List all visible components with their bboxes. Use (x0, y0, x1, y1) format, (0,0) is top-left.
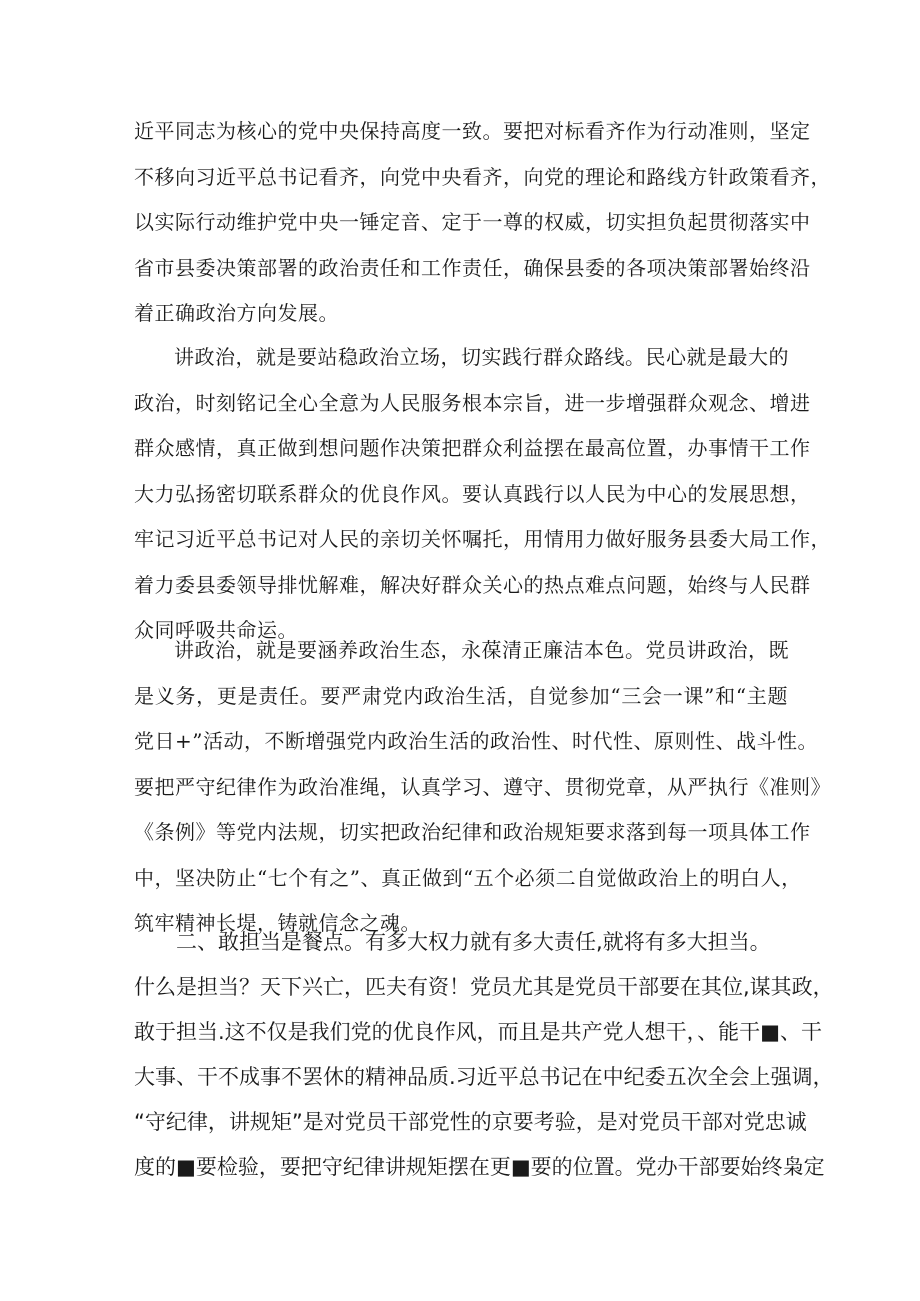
text-line: “守纪律，讲规矩”是对党员干部党性的京要考验，是对党员干部对党忠诚 (134, 1110, 807, 1134)
text-line: 是义务，更是责任。要严肃党内政治生活，自觉参加“三会一课”和“主题 (134, 683, 788, 708)
text-line: 群众感情，真正做到想问题作决策把群众利益摆在最高位置，办事情干工作 (134, 436, 811, 460)
text-line: 大事、干不成事不罢休的精神品质.习近平总书记在中纪委五次全会上强调， (134, 1065, 834, 1089)
text-line: 筑牢精神长堤，铸就信念之魂。 (134, 911, 421, 935)
text-line: 政治，时刻铭记全心全意为人民服务根本宗旨，进一步增强群众观念、增进 (134, 390, 811, 415)
text-line: 要把严守纪律作为政治准绳，认真学习、遵守、贯彻党章，从严执行《准则》 (134, 774, 831, 799)
text-line: 敢于担当.这不仅是我们党的优良作风，而且是共产党人想干，、能干■、干 (134, 1020, 823, 1044)
paragraph-3 (134, 628, 831, 947)
text-line: 着力委县委领导排忧解难，解决好群众关心的热点难点问题，始终与人民群 (134, 572, 811, 597)
text-line: 近平同志为核心的党中央保持高度一致。要把对标看齐作为行动准则，坚定 (134, 119, 811, 143)
text-line: 中，坚决防止“七个有之”、真正做到“五个必须二自觉做政治上的明白人， (134, 865, 802, 890)
text-line: 以实际行动维护党中央一锤定音、定于一尊的权威，切实担负起贯彻落实中 (134, 210, 811, 234)
text-line: 讲政治，就是要涵养政治生态，永葆清正廉洁本色。党员讲政治，既 (174, 638, 789, 662)
paragraph-1 (134, 109, 831, 337)
paragraph-2 (134, 335, 831, 654)
text-line: 众同呼吸共命运。 (134, 618, 298, 642)
paragraph-4 (134, 920, 834, 1190)
text-line: 《条例》等党内法规，切实把政治纪律和政治规矩要求落到每一项具体工作 (134, 820, 811, 844)
text-line: 讲政治，就是要站稳政治立场，切实践行群众路线。民心就是最大的 (174, 345, 789, 369)
text-line: 度的■要检验，要把守纪律讲规矩摆在更■要的位置。党办干部要始终枭定 (134, 1155, 825, 1179)
text-line: 大力弘扬密切联系群众的优良作风。要认真践行以人民为中心的发展思想， (134, 481, 811, 506)
text-line: 牢记习近平总书记对人民的亲切关怀嘱托，用情用力做好服务县委大局工作， (134, 527, 831, 551)
section-heading-line: 二、敢担当是餐点。有多大权力就有多大责任,就将有多大担当。 (176, 930, 771, 954)
text-line: 不移向习近平总书记看齐，向党中央看齐，向党的理论和路线方针政策看齐， (134, 164, 831, 189)
text-line: 着正确政治方向发展。 (134, 301, 339, 325)
text-line: 党日+”活动，不断增强党内政治生活的政治性、时代性、原则性、战斗性。 (134, 729, 818, 753)
text-line: 省市县委决策部署的政治责任和工作责任，确保县委的各项决策部署始终沿 (134, 255, 811, 280)
text-line: 什么是担当？天下兴亡，匹夫有资！党员尤其是党员干部要在其位,谋其政， (134, 975, 834, 999)
